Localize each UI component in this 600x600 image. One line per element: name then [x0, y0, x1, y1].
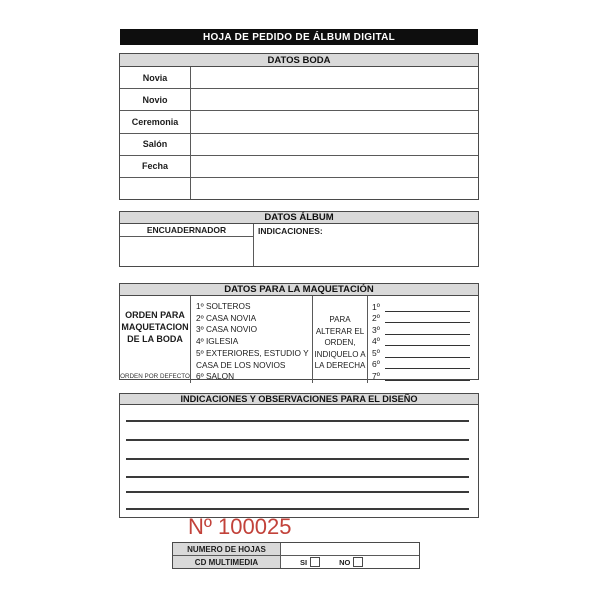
slot-write-line[interactable] [385, 325, 470, 335]
list-item: 4º IGLESIA [196, 336, 239, 347]
observaciones-header: INDICACIONES Y OBSERVACIONES PARA EL DISEÑO [120, 394, 478, 405]
alter-order-note [313, 296, 368, 383]
table-row [120, 111, 478, 133]
datos-album-header: DATOS ÁLBUM [120, 212, 478, 224]
order-slot-7 [372, 369, 470, 381]
orden-default-note: ORDEN POR DEFECTO [120, 372, 190, 380]
write-line[interactable] [126, 476, 469, 478]
section-datos-album [119, 211, 479, 267]
write-line[interactable] [126, 491, 469, 493]
field-input-novio[interactable] [191, 89, 478, 110]
order-number: Nº 100025 [188, 514, 292, 539]
order-slot-1 [372, 300, 470, 312]
field-label-ceremonia: Ceremonia [120, 111, 191, 132]
write-line[interactable] [126, 420, 469, 422]
section-maquetacion [119, 283, 479, 380]
slot-write-line[interactable] [385, 348, 470, 358]
slot-write-line[interactable] [385, 302, 470, 312]
numero-hojas-label: NUMERO DE HOJAS [173, 543, 281, 555]
field-input-novia[interactable] [191, 67, 478, 88]
field-label-salon: Salón [120, 134, 191, 155]
cd-yes-checkbox[interactable] [310, 557, 320, 567]
write-line[interactable] [126, 458, 469, 460]
order-slot-2 [372, 312, 470, 324]
indicaciones-label: INDICACIONES: [258, 226, 323, 236]
alter-note-line: ALTERAR EL [315, 326, 365, 336]
form-title-bar [120, 29, 478, 45]
datos-album-body [120, 224, 478, 266]
slot-write-line[interactable] [385, 359, 470, 369]
write-line[interactable] [126, 439, 469, 441]
field-label-extra [120, 178, 191, 199]
field-input-extra[interactable] [191, 178, 478, 199]
encuadernador-column [120, 224, 254, 266]
slot-write-line[interactable] [385, 336, 470, 346]
order-slot-4 [372, 335, 470, 347]
alter-note-line: LA DERECHA [314, 361, 366, 371]
table-row [120, 134, 478, 156]
indicaciones-input-area[interactable] [254, 224, 478, 266]
order-slot-3 [372, 323, 470, 335]
table-row [120, 178, 478, 199]
cd-no-checkbox[interactable] [353, 557, 363, 567]
custom-order-slots [368, 296, 478, 383]
table-row [120, 156, 478, 178]
default-order-list [191, 296, 313, 383]
cd-multimedia-label: CD MULTIMEDIA [173, 556, 281, 568]
section-datos-boda [119, 53, 479, 200]
form-title: HOJA DE PEDIDO DE ÁLBUM DIGITAL [202, 31, 396, 43]
field-input-ceremonia[interactable] [191, 111, 478, 132]
slot-number: 2º [372, 313, 380, 324]
cd-yes-label: SI [300, 557, 308, 567]
table-row [120, 89, 478, 111]
order-slot-6 [372, 358, 470, 370]
slot-number: 7º [372, 370, 380, 381]
slot-number: 6º [372, 359, 380, 370]
field-input-salon[interactable] [191, 134, 478, 155]
slot-write-line[interactable] [385, 313, 470, 323]
table-row [173, 556, 419, 568]
numero-hojas-input-area[interactable] [281, 543, 419, 555]
slot-number: 3º [372, 324, 380, 335]
field-label-novio: Novio [120, 89, 191, 110]
list-item: 5º EXTERIORES, ESTUDIO Y CASA DE LOS NOVIOS [196, 347, 309, 370]
field-label-novia: Novia [120, 67, 191, 88]
encuadernador-input-area[interactable] [120, 237, 253, 266]
slot-write-line[interactable] [385, 371, 470, 381]
maquetacion-header: DATOS PARA LA MAQUETACIÓN [120, 284, 478, 296]
list-item: 1º SOLTEROS [196, 301, 251, 311]
list-item: 6º SALON [196, 371, 235, 382]
cd-multimedia-options [281, 556, 419, 568]
table-row [173, 543, 419, 556]
section-observaciones [119, 393, 479, 518]
encuadernador-label: ENCUADERNADOR [120, 224, 253, 237]
list-item: 3º CASA NOVIO [196, 324, 258, 335]
maquetacion-body [120, 296, 478, 383]
table-row [120, 67, 478, 89]
orden-title: ORDEN PARA MAQUETACION DE LA BODA [121, 310, 189, 344]
slot-number: 5º [372, 347, 380, 358]
slot-number: 4º [372, 336, 380, 347]
field-label-fecha: Fecha [120, 156, 191, 177]
datos-boda-header: DATOS BODA [120, 54, 478, 67]
cd-no-label: NO [339, 557, 351, 567]
alter-note-line: ORDEN, [324, 338, 356, 348]
list-item: 2º CASA NOVIA [196, 312, 257, 323]
slot-number: 1º [372, 301, 380, 312]
alter-note-line: INDIQUELO A [314, 349, 366, 359]
bottom-summary-table [172, 542, 420, 569]
write-line[interactable] [126, 508, 469, 510]
orden-title-cell [120, 296, 191, 383]
alter-note-line: PARA [329, 315, 351, 324]
field-input-fecha[interactable] [191, 156, 478, 177]
order-slot-5 [372, 346, 470, 358]
